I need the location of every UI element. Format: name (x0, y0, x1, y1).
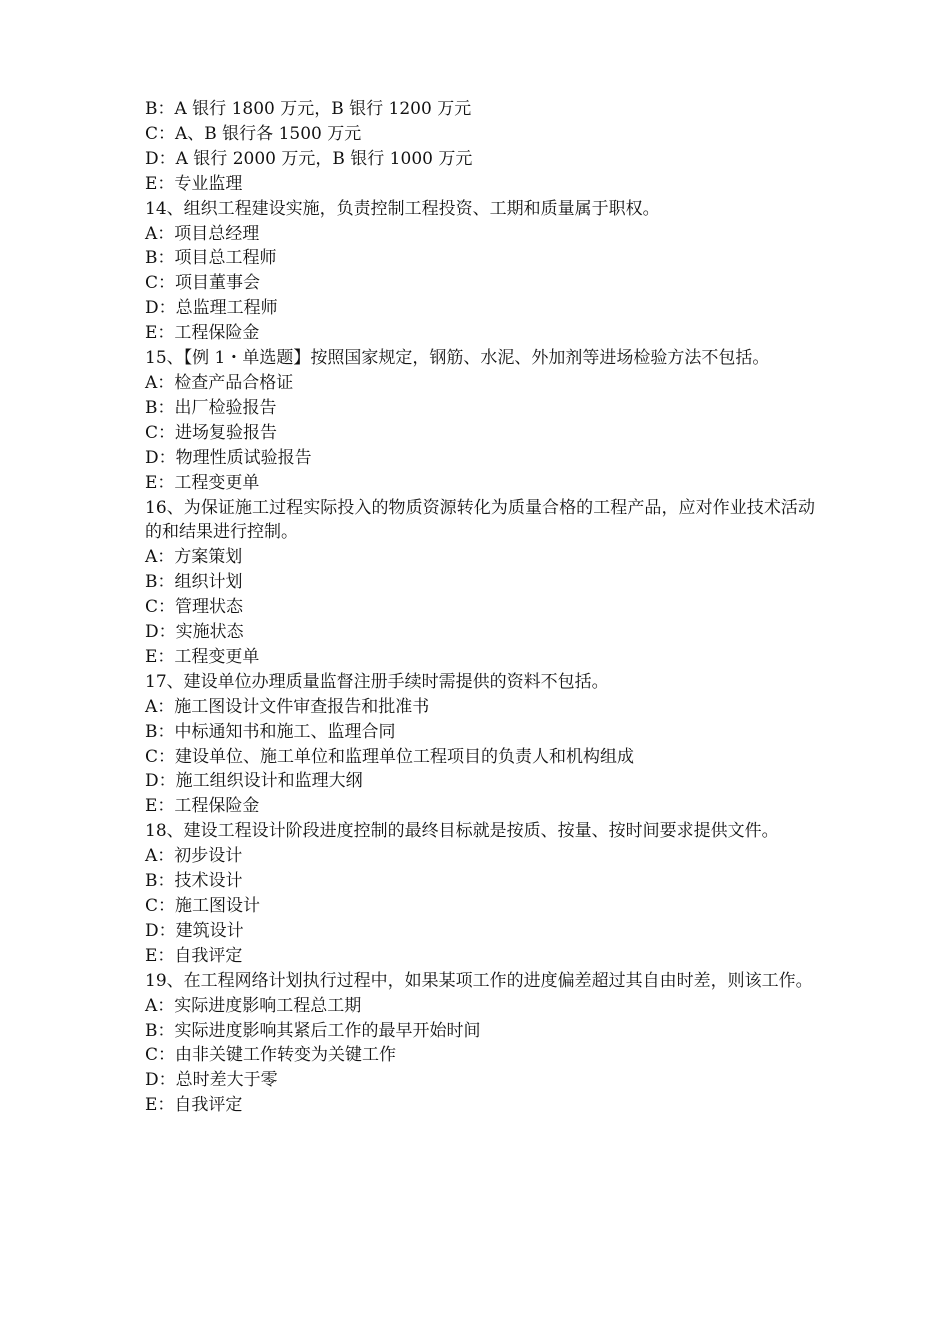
option-line: E：工程变更单 (145, 472, 260, 493)
option-line: B：实际进度影响其紧后工作的最早开始时间 (145, 1020, 481, 1041)
option-line: D：物理性质试验报告 (145, 447, 312, 468)
option-line: C：施工图设计 (145, 896, 261, 916)
option-line: B：出厂检验报告 (145, 397, 277, 418)
option-line: D：A 银行 2000 万元，B 银行 1000 万元 (145, 148, 473, 169)
option-line: D：施工组织设计和监理大纲 (145, 771, 363, 792)
option-line: C：进场复验报告 (145, 422, 278, 443)
option-line: D：总时差大于零 (145, 1070, 278, 1091)
option-line: E：工程变更单 (145, 646, 260, 667)
option-line: B：技术设计 (145, 871, 243, 892)
option-line: E：工程保险金 (145, 796, 260, 817)
option-line: A：实际进度影响工程总工期 (145, 995, 362, 1016)
question-15: 15、【例 1・单选题】按照国家规定，钢筋、水泥、外加剂等进场检验方法不包括。 (145, 348, 770, 369)
option-line: C：管理状态 (145, 597, 244, 618)
question-14: 14、组织工程建设实施，负责控制工程投资、工期和质量属于职权。 (145, 198, 660, 219)
option-line: B：项目总工程师 (145, 248, 277, 269)
option-line: E：工程保险金 (145, 323, 260, 344)
option-line: C：A、B 银行各 1500 万元 (145, 123, 362, 144)
option-line: D：建筑设计 (145, 920, 244, 941)
option-line: D：实施状态 (145, 622, 244, 643)
option-line: D：总监理工程师 (145, 298, 278, 319)
option-line: A：项目总经理 (145, 223, 260, 244)
option-line: A：初步设计 (145, 846, 243, 867)
option-line: C：由非关键工作转变为关键工作 (145, 1045, 397, 1066)
option-line: B：中标通知书和施工、监理合同 (145, 721, 396, 742)
option-line: B：组织计划 (145, 572, 243, 593)
option-line: C：建设单位、施工单位和监理单位工程项目的负责人和机构组成 (145, 746, 635, 767)
option-line: A：检查产品合格证 (145, 372, 294, 393)
option-line: B：A 银行 1800 万元，B 银行 1200 万元 (145, 99, 472, 119)
option-line: C：项目董事会 (145, 273, 261, 294)
question-17: 17、建设单位办理质量监督注册手续时需提供的资料不包括。 (145, 671, 609, 692)
option-line: A：施工图设计文件审查报告和批准书 (145, 696, 430, 717)
question-18: 18、建设工程设计阶段进度控制的最终目标就是按质、按量、按时间要求提供文件。 (145, 821, 779, 842)
option-line: E：自我评定 (145, 1095, 243, 1116)
question-16: 16、为保证施工过程实际投入的物质资源转化为质量合格的工程产品，应对作业技术活动的和结果进行控制。 (145, 497, 815, 543)
document-page (145, 97, 815, 1118)
option-line: E：自我评定 (145, 945, 243, 966)
option-line: E：专业监理 (145, 173, 243, 194)
option-line: A：方案策划 (145, 547, 243, 568)
question-19: 19、在工程网络计划执行过程中，如果某项工作的进度偏差超过其自由时差，则该工作。 (145, 970, 813, 991)
